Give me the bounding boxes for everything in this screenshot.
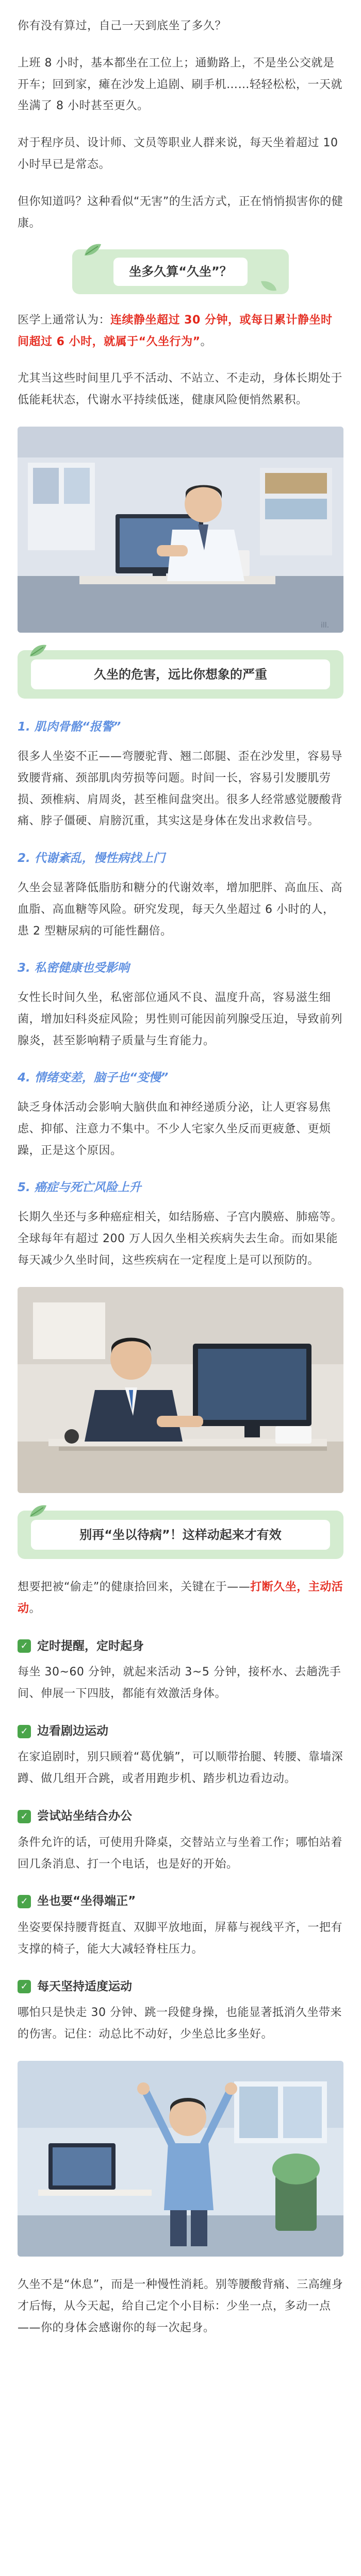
closing-paragraph: 久坐不是“休息”，而是一种慢性消耗。别等腰酸背痛、三高缠身才后悔，从今天起，给自己定个小目标：少坐一点，多动一点——你的身体会感谢你的每一次起身。 (18, 2278, 343, 2334)
section-2-title: 久坐的危害，远比你想象的严重 (31, 659, 330, 689)
harm-heading-2: 2. 代谢紊乱，慢性病找上门 (18, 852, 165, 866)
section-3-highlight: 打断久坐，主动活动 (18, 1580, 343, 1615)
section-3-paragraph-1 (18, 1577, 343, 1620)
intro-paragraph-2: 上班 8 小时，基本都坐在工位上；通勤路上，不是坐公交就是开车；回到家，瘫在沙发上追剧、刷手机……轻轻松松，一天就坐满了 8 小时甚至更久。 (18, 56, 343, 113)
check-icon: ✓ (18, 1895, 31, 1908)
leaf-icon (28, 643, 48, 666)
section-1-paragraph-1 (18, 310, 343, 353)
section-1-lead: 医学上通常认为： (18, 313, 111, 327)
harm-heading-3: 3. 私密健康也受影响 (18, 961, 129, 975)
intro-paragraph-3: 对于程序员、设计师、文员等职业人群来说，每天坐着超过 10 小时早已是常态。 (18, 137, 338, 171)
tip-heading (18, 1720, 343, 1743)
businessman-at-computer-illustration (18, 1287, 343, 1493)
leaf-icon (83, 242, 103, 265)
section-1-paragraph-2: 尤其当这些时间里几乎不活动、不站立、不走动，身体长期处于低能耗状态，代谢水平持续低迷，健康风险便悄然累积。 (18, 372, 343, 407)
section-3-title: 别再“坐以待病”！这样动起来才有效 (31, 1520, 330, 1550)
leaf-icon (28, 1503, 48, 1527)
harm-heading-5: 5. 癌症与死亡风险上升 (18, 1181, 141, 1195)
intro-paragraph-1: 你有没有算过，自己一天到底坐了多久？ (18, 20, 227, 32)
tip-heading (18, 1890, 343, 1913)
check-icon: ✓ (18, 1810, 31, 1823)
tip-text: 在家追剧时，别只顾着“葛优躺”，可以顺带抬腿、转腰、靠墙深蹲、做几组开合跳，或者用跑步机、踏步机边看边动。 (18, 1751, 343, 1786)
stretching-office-worker-illustration (18, 2061, 343, 2257)
tip-heading (18, 1805, 343, 1828)
section-3-badge (18, 1511, 343, 1559)
tip-heading (18, 1976, 343, 1998)
section-1-highlight: 连续静坐超过 30 分钟，或每日累计静坐时间超过 6 小时，就属于“久坐行为” (18, 313, 333, 348)
tip-heading-text: 尝试站坐结合办公 (37, 1809, 132, 1823)
harm-heading-1: 1. 肌肉骨骼“报警” (18, 720, 121, 734)
harm-text-5: 长期久坐还与多种癌症相关，如结肠癌、子宫内膜癌、肺癌等。全球每年有超过 200 万人因久坐相关疾病失去生命。而如果能每天减少久坐时间，这些疾病在一定程度上是可以预防的。 (18, 1211, 343, 1267)
tip-heading (18, 1635, 343, 1658)
tip-text: 坐姿要保持腰背挺直、双脚平放地面，屏幕与视线平齐，一把有支撑的椅子，能大大减轻脊柱压力。 (18, 1921, 343, 1956)
harm-text-3: 女性长时间久坐，私密部位通风不良、温度升高，容易滋生细菌，增加妇科炎症风险；男性则可能因前列腺受压迫，导致前列腺炎，甚至影响精子质量与生育能力。 (18, 991, 343, 1047)
tip-heading-text: 坐也要“坐得端正” (37, 1894, 136, 1908)
section-3-tail: 。 (29, 1602, 41, 1615)
check-icon: ✓ (18, 1639, 31, 1653)
tip-heading-text: 定时提醒，定时起身 (37, 1639, 144, 1653)
tip-text: 条件允许的话，可使用升降桌，交替站立与坐着工作；哪怕站着回几条消息、打一个电话，也是好的开始。 (18, 1836, 343, 1871)
harm-text-1: 很多人坐姿不正——弯腰驼背、翘二郎腿、歪在沙发里，容易导致腰背痛、颈部肌肉劳损等问题。时间一长，容易引发腰肌劳损、颈椎病、肩周炎，甚至椎间盘突出。很多人经常感觉腰酸背痛、脖子僵硬、肩膀沉重，其实这是身体在发出求救信号。 (18, 750, 343, 828)
harm-text-4: 缺乏身体活动会影响大脑供血和神经递质分泌，让人更容易焦虑、抑郁、注意力不集中。不少人宅家久坐反而更疲惫、更烦躁，正是这个原因。 (18, 1101, 331, 1157)
harm-text-2: 久坐会显著降低脂肪和糖分的代谢效率，增加肥胖、高血压、高血脂、高血糖等风险。研究发现，每天久坐超过 6 小时的人，患 2 型糖尿病的可能性翻倍。 (18, 881, 343, 938)
section-3-lead: 想要把被“偷走”的健康拾回来，关键在于—— (18, 1580, 251, 1594)
tip-text: 每坐 30~60 分钟，就起来活动 3~5 分钟，接杯水、去趟洗手间、伸展一下四肢，都能有效激活身体。 (18, 1666, 341, 1700)
office-worker-illustration (18, 427, 343, 633)
leaf-icon (260, 279, 277, 300)
section-2-badge (18, 650, 343, 699)
section-1-badge (18, 249, 343, 294)
tip-heading-text: 边看剧边运动 (37, 1724, 108, 1738)
section-1-tail: 。 (200, 335, 212, 348)
tip-text: 哪怕只是快走 30 分钟、跳一段健身操，也能显著抵消久坐带来的伤害。记住：动总比不动好，少坐总比多坐好。 (18, 2006, 342, 2041)
harm-heading-4: 4. 情绪变差，脑子也“变慢” (18, 1071, 169, 1085)
section-1-title: 坐多久算“久坐”？ (113, 258, 248, 285)
check-icon: ✓ (18, 1725, 31, 1738)
tip-heading-text: 每天坚持适度运动 (37, 1979, 132, 1993)
intro-paragraph-4: 但你知道吗？这种看似“无害”的生活方式，正在悄悄损害你的健康。 (18, 195, 343, 230)
check-icon: ✓ (18, 1980, 31, 1993)
svg-text:ill.: ill. (321, 621, 330, 630)
